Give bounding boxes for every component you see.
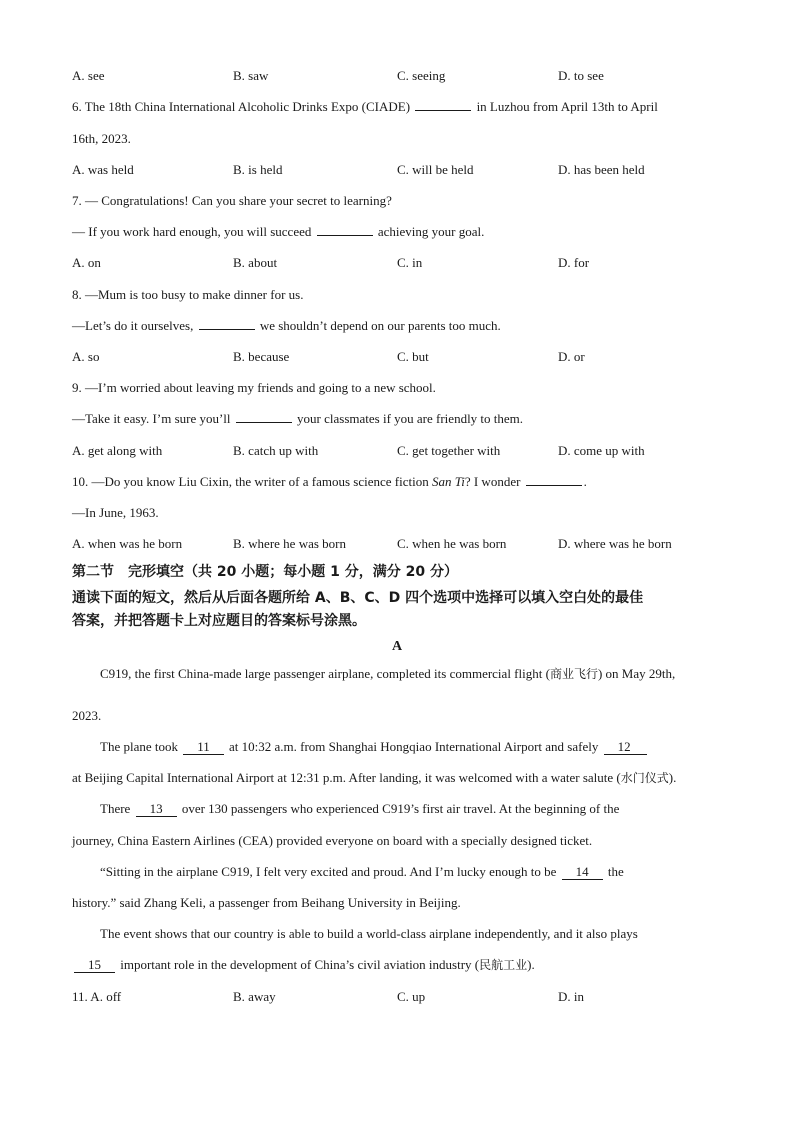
q6-blank <box>415 98 471 111</box>
q10-stem-line1 <box>72 473 587 491</box>
q8-option-d[interactable]: D. or <box>558 349 585 364</box>
q11-option-a[interactable]: 11. A. off <box>72 989 122 1004</box>
q9-option-b[interactable]: B. catch up with <box>233 443 319 458</box>
p1-b: , the first China-made large passenger airplane, completed its commercial flight ( <box>128 666 550 681</box>
q11-option-b[interactable]: B. away <box>233 989 276 1004</box>
passage-p3-line2: journey, China Eastern Airlines (CEA) provided everyone on board with a specially designed ticket. <box>72 833 593 848</box>
q8-option-c[interactable]: C. but <box>397 349 429 364</box>
p1-a: C919 <box>100 666 129 681</box>
q11-option-d[interactable]: D. in <box>558 989 584 1004</box>
passage-p1-line1 <box>100 665 675 683</box>
q7-options <box>0 254 794 272</box>
passage-p2-line1 <box>100 738 649 756</box>
q8-option-b[interactable]: B. because <box>233 349 290 364</box>
p1-c: ) on May 29th, <box>597 666 676 681</box>
q10-options <box>0 535 794 553</box>
q8-stem-line2 <box>72 317 501 335</box>
blank-11: 11 <box>183 740 224 755</box>
p1-cn-gloss: 商业飞行 <box>549 667 598 681</box>
q7-stem-line1: 7. — Congratulations! Can you share your secret to learning? <box>72 193 392 208</box>
q9-option-a[interactable]: A. get along with <box>72 443 163 458</box>
q9-option-d[interactable]: D. come up with <box>558 443 645 458</box>
q6-option-a[interactable]: A. was held <box>72 162 134 177</box>
q8-stem-a: —Let’s do it ourselves, <box>72 318 194 333</box>
passage-p1-line2: 2023. <box>72 708 102 723</box>
section-instructions-line1: 通读下面的短文，然后从后面各题所给 A、B、C、D 四个选项中选择可以填入空白处的最佳 <box>72 590 644 606</box>
passage-p4-line2: history.” said Zhang Keli, a passenger from Beihang University in Beijing. <box>72 895 461 910</box>
p4-b: the <box>607 864 624 879</box>
q10-option-d[interactable]: D. where was he born <box>558 536 672 551</box>
p2-b: at 10:32 a.m. from Shanghai Hongqiao International Airport and safely <box>229 739 599 754</box>
p5-c: ). <box>527 957 535 972</box>
passage-p5-line1: The event shows that our country is able to build a world-class airplane independently, and it also plays <box>100 926 638 941</box>
section-instructions-line2: 答案，并把答题卡上对应题目的答案标号涂黑。 <box>72 613 366 629</box>
q8-stem-line1: 8. —Mum is too busy to make dinner for us. <box>72 287 304 302</box>
q7-option-c[interactable]: C. in <box>397 255 423 270</box>
q7-stem-a: — If you work hard enough, you will succeed <box>72 224 312 239</box>
passage-p2-line2 <box>72 769 676 787</box>
p5-b: important role in the development of China’s civil aviation industry ( <box>120 957 480 972</box>
q6-options <box>0 161 794 179</box>
q5-option-d[interactable]: D. to see <box>558 68 604 83</box>
p2-c: at Beijing Capital International Airport at 12:31 p.m. After landing, it was welcomed with a water salute ( <box>72 770 621 785</box>
q9-options <box>0 442 794 460</box>
q10-option-c[interactable]: C. when he was born <box>397 536 507 551</box>
q7-option-a[interactable]: A. on <box>72 255 101 270</box>
q7-stem-b: achieving your goal. <box>377 224 485 239</box>
q11-option-c[interactable]: C. up <box>397 989 426 1004</box>
q9-stem-line2 <box>72 410 523 428</box>
blank-14: 14 <box>562 865 603 880</box>
q6-stem-line1 <box>72 98 658 116</box>
q9-blank <box>236 410 292 423</box>
q10-stem-end: . <box>583 474 587 489</box>
passage-p5-line2 <box>72 956 535 974</box>
q9-option-c[interactable]: C. get together with <box>397 443 501 458</box>
q6-stem-line2: 16th, 2023. <box>72 131 131 146</box>
blank-15: 15 <box>74 958 115 973</box>
q11-options <box>0 988 794 1006</box>
p4-a: “Sitting in the airplane C919, I felt very excited and proud. And I’m lucky enough to be <box>100 864 557 879</box>
passage-p4-line1 <box>100 863 624 881</box>
blank-13: 13 <box>136 802 177 817</box>
passage-p3-line1 <box>100 800 619 818</box>
q5-options <box>0 67 794 85</box>
q7-stem-line2 <box>72 223 484 241</box>
p3-a: There <box>100 801 131 816</box>
q6-option-b[interactable]: B. is held <box>233 162 283 177</box>
passage-label: A <box>391 639 403 654</box>
q10-stem-b: ? I wonder <box>464 474 521 489</box>
q6-option-c[interactable]: C. will be held <box>397 162 474 177</box>
q5-option-a[interactable]: A. see <box>72 68 105 83</box>
q10-option-a[interactable]: A. when was he born <box>72 536 183 551</box>
q10-option-b[interactable]: B. where he was born <box>233 536 346 551</box>
q7-blank <box>317 223 373 236</box>
q5-option-c[interactable]: C. seeing <box>397 68 446 83</box>
q5-option-b[interactable]: B. saw <box>233 68 269 83</box>
q7-option-b[interactable]: B. about <box>233 255 278 270</box>
p2-d: ). <box>668 770 677 785</box>
p2-a: The plane took <box>100 739 178 754</box>
q8-blank <box>199 317 255 330</box>
p5-cn-gloss: 民航工业 <box>479 958 528 972</box>
q8-option-a[interactable]: A. so <box>72 349 100 364</box>
q10-blank <box>526 473 582 486</box>
q6-option-d[interactable]: D. has been held <box>558 162 645 177</box>
blank-12: 12 <box>604 740 647 755</box>
q9-stem-a: —Take it easy. I’m sure you’ll <box>72 411 231 426</box>
q7-option-d[interactable]: D. for <box>558 255 590 270</box>
p3-b: over 130 passengers who experienced C919’s first air travel. At the beginning of the <box>181 801 620 816</box>
q6-stem-b: in Luzhou from April 13th to April <box>476 99 658 114</box>
section-heading: 第二节 完形填空（共 20 小题；每小题 1 分，满分 20 分） <box>72 564 458 580</box>
q10-stem-a: 10. —Do you know Liu Cixin, the writer of a famous science fiction <box>72 474 429 489</box>
q8-stem-b: we shouldn’t depend on our parents too much. <box>259 318 501 333</box>
q10-stem-line2: —In June, 1963. <box>72 505 159 520</box>
q6-stem-a: 6. The 18th China International Alcoholic Drinks Expo (CIADE) <box>72 99 411 114</box>
q9-stem-b: your classmates if you are friendly to them. <box>297 411 524 426</box>
q10-book-title: San Ti <box>431 474 465 489</box>
q9-stem-line1: 9. —I’m worried about leaving my friends and going to a new school. <box>72 380 436 395</box>
p2-cn-gloss: 水门仪式 <box>620 771 669 785</box>
q8-options <box>0 348 794 366</box>
